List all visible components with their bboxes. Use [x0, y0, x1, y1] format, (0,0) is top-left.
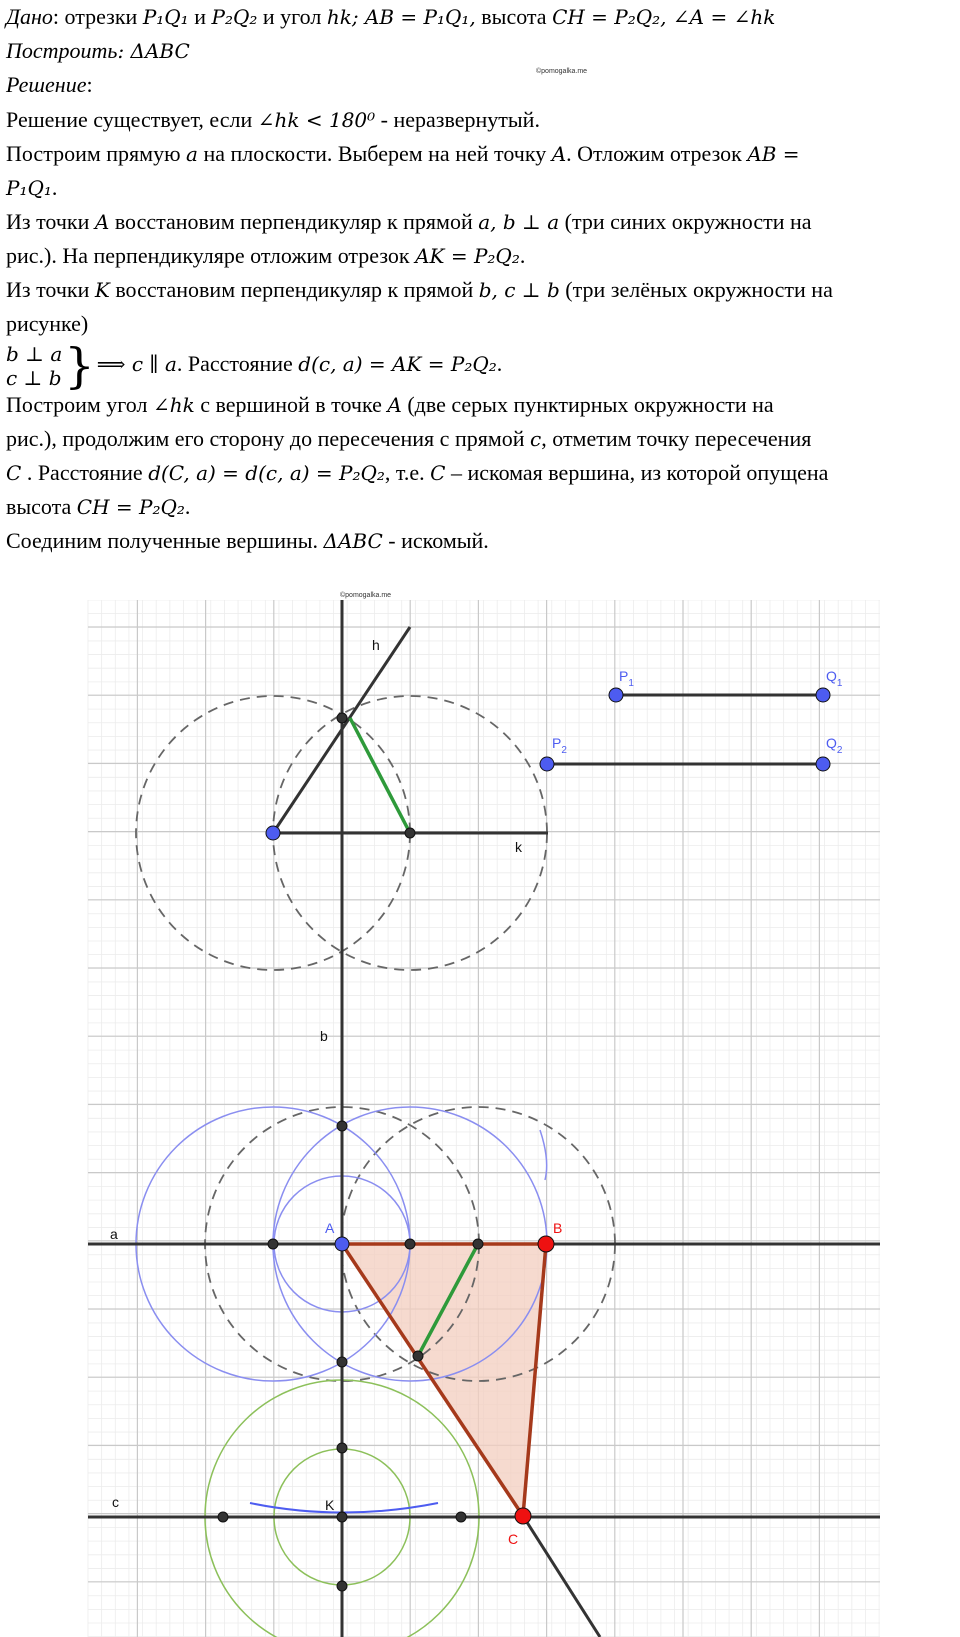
point-a-left: [268, 1239, 278, 1249]
system-row-2: c ⊥ b: [6, 365, 62, 390]
triangle-fill: [342, 1244, 546, 1516]
point-c-left: [218, 1512, 228, 1522]
point-B: [538, 1236, 554, 1252]
paragraph-line: рисунке): [6, 311, 89, 336]
label-c: c: [112, 1494, 119, 1510]
paragraph-line: Решение существует, если ∠hk < 180⁰ - неразвернутый.: [6, 107, 540, 132]
label-P2: $P_2$: [552, 735, 567, 756]
paragraph-line: C . Расстояние d(C, a) = d(c, a) = P₂Q₂, т.е. C – искомая вершина, из которой опущена: [6, 460, 829, 485]
point-angle-k: [405, 828, 415, 838]
grid: [88, 600, 880, 1637]
paragraph-line: Из точки K восстановим перпендикуляр к прямой b, c ⊥ b (три зелёных окружности на: [6, 277, 833, 302]
label-K: K: [325, 1497, 335, 1513]
point-p1: [609, 688, 623, 702]
label-A: A: [325, 1220, 335, 1236]
point-K: [337, 1512, 347, 1522]
point-vertex: [266, 826, 280, 840]
construct-line: Построить: ΔABC: [6, 38, 190, 63]
paragraph-line: Построим прямую a на плоскости. Выберем на ней точку A. Отложим отрезок AB =: [6, 141, 800, 166]
system-line: b ⊥ a c ⊥ b } ⟹ c ∥ a. Расстояние d(c, a) = AK = P₂Q₂.: [6, 337, 503, 394]
point-c-right: [456, 1512, 466, 1522]
given-line: Дано: отрезки P₁Q₁ и P₂Q₂ и угол hk; AB = P₁Q₁, высота CH = P₂Q₂, ∠A = ∠hk: [6, 4, 776, 29]
point-angle-h: [337, 713, 347, 723]
point-b-top: [337, 1121, 347, 1131]
point-a-mid: [405, 1239, 415, 1249]
label-h: h: [372, 637, 380, 653]
label-b: b: [320, 1028, 328, 1044]
label-B: B: [553, 1220, 563, 1236]
point-A: [335, 1237, 349, 1251]
paragraph-line: Построим угол ∠hk с вершиной в точке A (две серых пунктирных окружности на: [6, 392, 774, 417]
brace: }: [64, 337, 95, 394]
label-C: C: [508, 1531, 519, 1547]
segment-labels: [552, 668, 843, 756]
paragraph-line: Из точки A восстановим перпендикуляр к прямой a, b ⊥ a (три синих окружности на: [6, 209, 812, 234]
watermark: ©pomogalka.me: [536, 68, 588, 75]
point-intersection: [413, 1351, 423, 1361]
ray-extension: [523, 1516, 600, 1637]
point-q1: [816, 688, 830, 702]
paragraph-line: рис.). На перпендикуляре отложим отрезок AK = P₂Q₂.: [6, 243, 526, 268]
point-q2: [816, 757, 830, 771]
point-green: [337, 1443, 347, 1453]
point-b-mid: [337, 1357, 347, 1367]
paragraph-line: высота CH = P₂Q₂.: [6, 494, 191, 519]
given-label: Дано: [6, 4, 53, 29]
point-C: [515, 1508, 531, 1524]
point-b-bottom: [337, 1581, 347, 1591]
label-Q2: $Q_2$: [826, 735, 843, 756]
system-row-1: b ⊥ a: [6, 341, 63, 366]
paragraph-line: Соединим полученные вершины. ΔABC - искомый.: [6, 528, 489, 553]
construction-figure: [0, 600, 960, 1637]
paragraph-line: рис.), продолжим его сторону до пересечения с прямой c, отметим точку пересечения: [6, 426, 812, 451]
point-a-right: [473, 1239, 483, 1249]
solution-text: [6, 0, 956, 558]
point-p2: [540, 757, 554, 771]
solution-heading: Решение:: [6, 72, 93, 97]
label-P1: $P_1$: [619, 668, 634, 689]
blue-labels: [325, 1220, 335, 1236]
label-a: a: [110, 1226, 118, 1242]
construct-label: Построить: [6, 38, 118, 63]
label-k: k: [515, 839, 522, 855]
watermark: ©pomogalka.me: [340, 592, 392, 599]
paragraph-line: P₁Q₁.: [6, 175, 58, 200]
label-Q1: $Q_1$: [826, 668, 843, 689]
